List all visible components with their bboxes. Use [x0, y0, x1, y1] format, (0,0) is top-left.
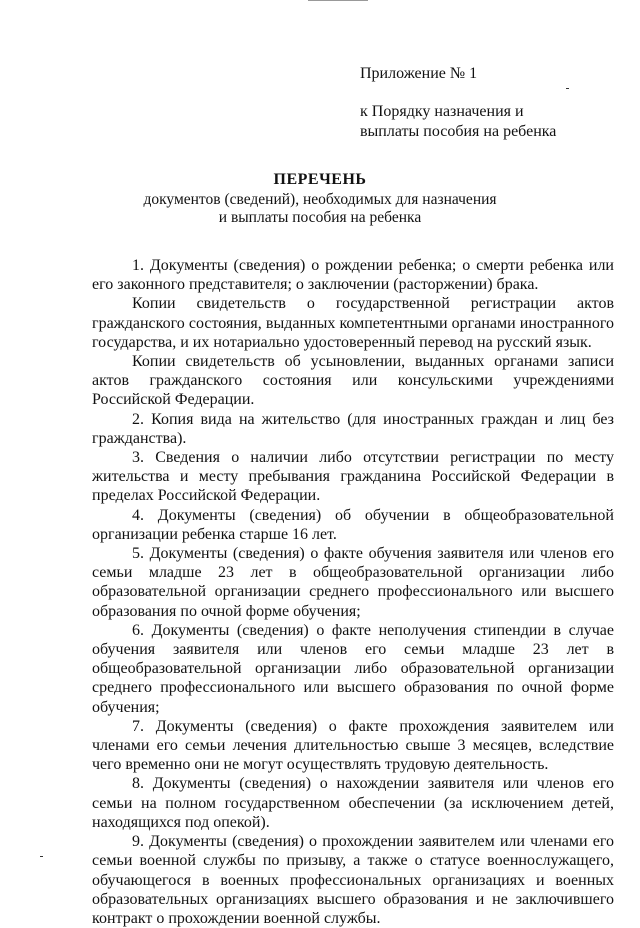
paragraph-7: 7. Документы (сведения) о факте прохождения заявителем или членами его семьи лечения длительностью свыше 3 месяцев, вследствие чего временно они не могут осуществлять трудовую деятельность. — [92, 717, 614, 774]
document-body — [92, 256, 614, 928]
paragraph-2: 2. Копия вида на жительство (для иностранных граждан и лиц без гражданства). — [92, 410, 614, 447]
document-subtitle — [0, 191, 640, 227]
scan-speck — [40, 856, 43, 857]
title-block — [0, 170, 640, 227]
paragraph-5: 5. Документы (сведения) о факте обучения заявителя или членов его семьи младше 23 лет в общеобразовательной организации либо образовательной организации среднего профессионального или высшего образования по очной форме обучения; — [92, 545, 614, 620]
paragraph-3: 3. Сведения о наличии либо отсутствии регистрации по месту жительства и месту пребывания гражданина Российской Федерации в пределах Российской Федерации. — [92, 449, 614, 505]
appendix-reference-line-2: выплаты пособия на ребенка — [360, 123, 557, 140]
subtitle-line-2: и выплаты пособия на ребенка — [218, 209, 422, 226]
paragraph-1-copies-foreign: Копии свидетельств о государственной регистрации актов гражданского состояния, выданных компетентными органами иностранного государства, и их нотариально удостоверенный перевод на русский язык. — [92, 295, 614, 351]
scan-edge-mark — [308, 0, 368, 1]
appendix-header — [360, 64, 556, 142]
subtitle-line-1: документов (сведений), необходимых для назначения — [143, 191, 497, 208]
appendix-number: Приложение № 1 — [360, 65, 478, 82]
paragraph-9: 9. Документы (сведения) о прохождении заявителем или членами его семьи военной службы по призыву, а также о статусе военнослужащего, обучающегося в военных профессиональных организациях и военных образовательных организациях высшего образования и не заключившего контракт о прохождении военной службы. — [92, 833, 614, 927]
document-title: ПЕРЕЧЕНЬ — [273, 171, 367, 188]
paragraph-8: 8. Документы (сведения) о нахождении заявителя или членов его семьи на полном государственном обеспечении (за исключением детей, находящихся под опекой). — [92, 775, 614, 831]
paragraph-1-copies-adoption: Копии свидетельств об усыновлении, выданных органами записи актов гражданского состояния или консульскими учреждениями Российской Федерации. — [92, 353, 614, 409]
paragraph-1: 1. Документы (сведения) о рождении ребенка; о смерти ребенка или его законного представителя; о заключении (расторжении) брака. — [92, 257, 614, 294]
paragraph-4: 4. Документы (сведения) об обучении в общеобразовательной организации ребенка старше 16 лет. — [92, 506, 614, 543]
paragraph-6: 6. Документы (сведения) о факте неполучения стипендии в случае обучения заявителя или членов его семьи младше 23 лет в общеобразовательной организации либо образовательной организации среднего профессионального или высшего образования по очной форме обучения; — [92, 621, 614, 716]
appendix-reference-line-1: к Порядку назначения и — [360, 103, 524, 120]
scan-speck — [566, 88, 569, 89]
